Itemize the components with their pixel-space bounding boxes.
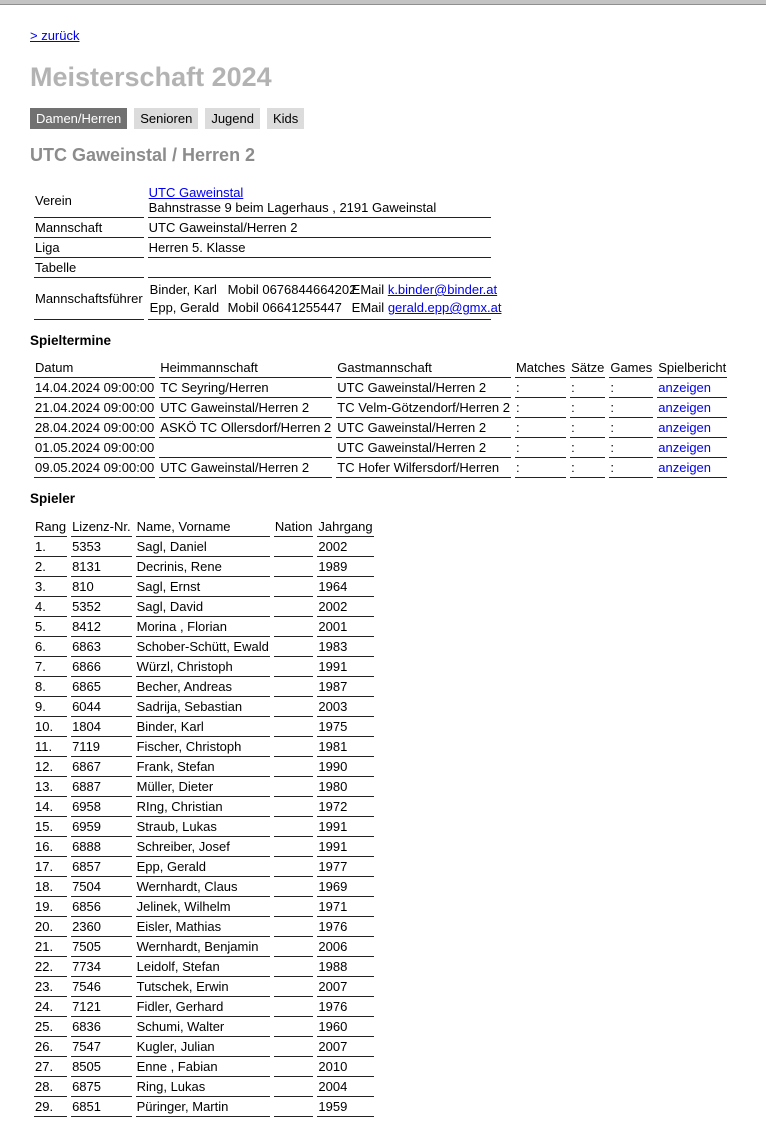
captain-row: [149, 299, 490, 316]
col-spielbericht: Spielbericht: [657, 358, 727, 378]
player-rank: 3.: [34, 577, 67, 597]
player-year: 1959: [317, 1097, 373, 1117]
player-nation: [274, 797, 314, 817]
tabs: [30, 108, 746, 129]
player-license: 6887: [71, 777, 132, 797]
player-name: Eisler, Mathias: [136, 917, 270, 937]
col-name-vorname: Name, Vorname: [136, 517, 270, 537]
col-saetze: Sätze: [570, 358, 605, 378]
player-nation: [274, 977, 314, 997]
tab-kids[interactable]: Kids: [267, 108, 304, 129]
col-rang: Rang: [34, 517, 67, 537]
player-nation: [274, 757, 314, 777]
player-rank: 27.: [34, 1057, 67, 1077]
info-row-mannschaftsfuehrer: [34, 278, 491, 320]
verein-address: Bahnstrasse 9 beim Lagerhaus , 2191 Gaweinstal: [148, 200, 437, 215]
player-nation: [274, 777, 314, 797]
player-nation: [274, 1017, 314, 1037]
player-nation: [274, 897, 314, 917]
liga-label: Liga: [34, 238, 144, 258]
player-license: 6044: [71, 697, 132, 717]
spielbericht-link[interactable]: anzeigen: [658, 440, 712, 455]
player-name: Sagl, Ernst: [136, 577, 270, 597]
spielbericht-cell: [657, 418, 727, 438]
player-nation: [274, 617, 314, 637]
games-score: :: [609, 378, 653, 398]
player-row: [34, 917, 374, 937]
player-license: 7119: [71, 737, 132, 757]
match-date: 09.05.2024 09:00:00: [34, 458, 155, 478]
player-row: [34, 577, 374, 597]
spielbericht-link[interactable]: anzeigen: [658, 420, 712, 435]
mannschaftsfuehrer-value: [148, 278, 502, 320]
guest-team: TC Hofer Wilfersdorf/Herren: [336, 458, 511, 478]
player-license: 6836: [71, 1017, 132, 1037]
player-year: 1991: [317, 657, 373, 677]
player-row: [34, 977, 374, 997]
player-row: [34, 1057, 374, 1077]
player-year: 1987: [317, 677, 373, 697]
guest-team: TC Velm-Götzendorf/Herren 2: [336, 398, 511, 418]
games-score: :: [609, 398, 653, 418]
spielbericht-cell: [657, 398, 727, 418]
player-name: Schober-Schütt, Ewald: [136, 637, 270, 657]
saetze-score: :: [570, 458, 605, 478]
player-nation: [274, 697, 314, 717]
match-date: 14.04.2024 09:00:00: [34, 378, 155, 398]
home-team: UTC Gaweinstal/Herren 2: [159, 458, 332, 478]
player-rank: 22.: [34, 957, 67, 977]
player-license: 6867: [71, 757, 132, 777]
player-row: [34, 1097, 374, 1117]
games-score: :: [609, 438, 653, 458]
player-year: 1969: [317, 877, 373, 897]
player-rank: 17.: [34, 857, 67, 877]
player-license: 6857: [71, 857, 132, 877]
matches-score: :: [515, 458, 566, 478]
player-name: Sagl, Daniel: [136, 537, 270, 557]
player-year: 2004: [317, 1077, 373, 1097]
player-nation: [274, 557, 314, 577]
tab-damen-herren[interactable]: Damen/Herren: [30, 108, 127, 129]
col-games: Games: [609, 358, 653, 378]
player-name: Sagl, David: [136, 597, 270, 617]
home-team: UTC Gaweinstal/Herren 2: [159, 398, 332, 418]
player-rank: 16.: [34, 837, 67, 857]
player-name: Kugler, Julian: [136, 1037, 270, 1057]
player-rank: 21.: [34, 937, 67, 957]
player-year: 2010: [317, 1057, 373, 1077]
player-row: [34, 797, 374, 817]
col-gastmannschaft: Gastmannschaft: [336, 358, 511, 378]
player-name: Decrinis, Rene: [136, 557, 270, 577]
player-name: Tutschek, Erwin: [136, 977, 270, 997]
info-row-liga: [34, 238, 491, 258]
schedule-body: [34, 378, 727, 478]
captain-row: [149, 281, 490, 298]
captain-email-cell: [351, 281, 498, 298]
verein-link[interactable]: UTC Gaweinstal: [148, 185, 244, 200]
player-license: 5352: [71, 597, 132, 617]
player-nation: [274, 1037, 314, 1057]
player-name: Fidler, Gerhard: [136, 997, 270, 1017]
player-license: 1804: [71, 717, 132, 737]
player-name: Wernhardt, Claus: [136, 877, 270, 897]
email-label: EMail: [351, 282, 385, 297]
player-row: [34, 1077, 374, 1097]
mannschaft-value: UTC Gaweinstal/Herren 2: [148, 218, 491, 238]
player-name: Müller, Dieter: [136, 777, 270, 797]
player-nation: [274, 877, 314, 897]
player-nation: [274, 577, 314, 597]
col-heimmannschaft: Heimmannschaft: [159, 358, 332, 378]
player-year: 1991: [317, 837, 373, 857]
player-row: [34, 637, 374, 657]
player-name: Straub, Lukas: [136, 817, 270, 837]
player-license: 6865: [71, 677, 132, 697]
player-year: 2007: [317, 977, 373, 997]
matches-score: :: [515, 438, 566, 458]
player-rank: 24.: [34, 997, 67, 1017]
tabelle-label: Tabelle: [34, 258, 144, 278]
captain-email-link[interactable]: gerald.epp@gmx.at: [387, 300, 502, 315]
player-rank: 15.: [34, 817, 67, 837]
player-year: 2007: [317, 1037, 373, 1057]
player-name: Sadrija, Sebastian: [136, 697, 270, 717]
matches-score: :: [515, 398, 566, 418]
col-nation: Nation: [274, 517, 314, 537]
captain-mobile: Mobil 0676844664202: [227, 282, 357, 297]
col-lizenz-nr: Lizenz-Nr.: [71, 517, 132, 537]
player-nation: [274, 917, 314, 937]
player-year: 1988: [317, 957, 373, 977]
player-license: 5353: [71, 537, 132, 557]
player-name: RIng, Christian: [136, 797, 270, 817]
player-rank: 20.: [34, 917, 67, 937]
mannschaftsfuehrer-label: Mannschaftsführer: [34, 278, 144, 320]
player-license: 810: [71, 577, 132, 597]
players-table: [30, 517, 378, 1117]
player-row: [34, 957, 374, 977]
schedule-row: [34, 398, 727, 418]
player-nation: [274, 677, 314, 697]
player-rank: 2.: [34, 557, 67, 577]
player-license: 6863: [71, 637, 132, 657]
player-name: Wernhardt, Benjamin: [136, 937, 270, 957]
player-year: 1977: [317, 857, 373, 877]
captain-name: Binder, Karl: [149, 282, 217, 297]
player-name: Leidolf, Stefan: [136, 957, 270, 977]
guest-team: UTC Gaweinstal/Herren 2: [336, 438, 511, 458]
games-score: :: [609, 458, 653, 478]
player-license: 7505: [71, 937, 132, 957]
player-row: [34, 777, 374, 797]
player-year: 1983: [317, 637, 373, 657]
schedule-row: [34, 438, 727, 458]
player-row: [34, 657, 374, 677]
player-license: 7734: [71, 957, 132, 977]
player-nation: [274, 817, 314, 837]
player-name: Binder, Karl: [136, 717, 270, 737]
page-title: Meisterschaft 2024: [30, 62, 272, 92]
player-rank: 11.: [34, 737, 67, 757]
player-year: 2002: [317, 537, 373, 557]
player-row: [34, 1037, 374, 1057]
player-name: Becher, Andreas: [136, 677, 270, 697]
home-team: ASKÖ TC Ollersdorf/Herren 2: [159, 418, 332, 438]
email-label: EMail: [351, 300, 385, 315]
player-rank: 14.: [34, 797, 67, 817]
col-matches: Matches: [515, 358, 566, 378]
player-year: 2006: [317, 937, 373, 957]
player-nation: [274, 997, 314, 1017]
player-license: 6875: [71, 1077, 132, 1097]
player-name: Ring, Lukas: [136, 1077, 270, 1097]
player-year: 1990: [317, 757, 373, 777]
captain-mobile: Mobil 06641255447: [227, 300, 342, 315]
team-title: UTC Gaweinstal / Herren 2: [30, 145, 256, 165]
matches-score: :: [515, 378, 566, 398]
back-link[interactable]: > zurück: [30, 28, 80, 43]
player-rank: 13.: [34, 777, 67, 797]
saetze-score: :: [570, 438, 605, 458]
player-nation: [274, 637, 314, 657]
spielbericht-link[interactable]: anzeigen: [658, 380, 712, 395]
player-year: 1991: [317, 817, 373, 837]
player-license: 6959: [71, 817, 132, 837]
player-row: [34, 537, 374, 557]
player-rank: 19.: [34, 897, 67, 917]
saetze-score: :: [570, 398, 605, 418]
player-rank: 8.: [34, 677, 67, 697]
player-year: 1989: [317, 557, 373, 577]
player-row: [34, 597, 374, 617]
guest-team: UTC Gaweinstal/Herren 2: [336, 378, 511, 398]
guest-team: UTC Gaweinstal/Herren 2: [336, 418, 511, 438]
player-row: [34, 557, 374, 577]
tab-senioren[interactable]: Senioren: [134, 108, 198, 129]
player-year: 2002: [317, 597, 373, 617]
player-nation: [274, 537, 314, 557]
tab-jugend[interactable]: Jugend: [205, 108, 260, 129]
player-license: 6851: [71, 1097, 132, 1117]
player-name: Schreiber, Josef: [136, 837, 270, 857]
players-header-row: [34, 517, 374, 537]
schedule-heading: Spieltermine: [30, 333, 112, 348]
player-row: [34, 837, 374, 857]
player-name: Enne , Fabian: [136, 1057, 270, 1077]
player-license: 6856: [71, 897, 132, 917]
player-nation: [274, 837, 314, 857]
schedule-header-row: [34, 358, 727, 378]
captain-name: Epp, Gerald: [149, 300, 220, 315]
games-score: :: [609, 418, 653, 438]
player-nation: [274, 1097, 314, 1117]
spielbericht-cell: [657, 458, 727, 478]
captains-table: [149, 280, 502, 317]
player-nation: [274, 597, 314, 617]
player-year: 1960: [317, 1017, 373, 1037]
player-rank: 1.: [34, 537, 67, 557]
spielbericht-cell: [657, 378, 727, 398]
player-license: 6888: [71, 837, 132, 857]
player-rank: 12.: [34, 757, 67, 777]
player-year: 1981: [317, 737, 373, 757]
player-name: Püringer, Martin: [136, 1097, 270, 1117]
home-team: [159, 438, 332, 458]
player-year: 1975: [317, 717, 373, 737]
spielbericht-link[interactable]: anzeigen: [658, 400, 712, 415]
player-license: 7547: [71, 1037, 132, 1057]
player-license: 7546: [71, 977, 132, 997]
player-rank: 18.: [34, 877, 67, 897]
player-year: 1976: [317, 917, 373, 937]
player-row: [34, 937, 374, 957]
spielbericht-cell: [657, 438, 727, 458]
player-rank: 25.: [34, 1017, 67, 1037]
saetze-score: :: [570, 418, 605, 438]
home-team: TC Seyring/Herren: [159, 378, 332, 398]
players-heading: Spieler: [30, 491, 76, 506]
player-rank: 10.: [34, 717, 67, 737]
player-nation: [274, 1057, 314, 1077]
player-rank: 4.: [34, 597, 67, 617]
player-license: 8505: [71, 1057, 132, 1077]
player-row: [34, 897, 374, 917]
schedule-row: [34, 458, 727, 478]
player-row: [34, 857, 374, 877]
player-name: Morina , Florian: [136, 617, 270, 637]
player-license: 2360: [71, 917, 132, 937]
player-nation: [274, 857, 314, 877]
info-row-verein: [34, 183, 491, 218]
player-row: [34, 697, 374, 717]
player-year: 1980: [317, 777, 373, 797]
schedule-row: [34, 418, 727, 438]
player-rank: 7.: [34, 657, 67, 677]
player-rank: 5.: [34, 617, 67, 637]
player-license: 6958: [71, 797, 132, 817]
schedule-row: [34, 378, 727, 398]
player-name: Schumi, Walter: [136, 1017, 270, 1037]
players-body: [34, 537, 374, 1117]
team-info-table: [30, 183, 502, 320]
player-year: 1964: [317, 577, 373, 597]
player-year: 1972: [317, 797, 373, 817]
info-row-mannschaft: [34, 218, 491, 238]
player-name: Fischer, Christoph: [136, 737, 270, 757]
player-rank: 26.: [34, 1037, 67, 1057]
player-license: 6866: [71, 657, 132, 677]
player-year: 2001: [317, 617, 373, 637]
saetze-score: :: [570, 378, 605, 398]
player-license: 7504: [71, 877, 132, 897]
player-name: Frank, Stefan: [136, 757, 270, 777]
col-jahrgang: Jahrgang: [317, 517, 373, 537]
player-row: [34, 877, 374, 897]
player-nation: [274, 957, 314, 977]
mannschaft-label: Mannschaft: [34, 218, 144, 238]
player-nation: [274, 1077, 314, 1097]
player-license: 8412: [71, 617, 132, 637]
player-nation: [274, 657, 314, 677]
captain-email-link[interactable]: k.binder@binder.at: [387, 282, 498, 297]
verein-value: [148, 183, 491, 218]
player-name: Epp, Gerald: [136, 857, 270, 877]
player-rank: 9.: [34, 697, 67, 717]
player-rank: 29.: [34, 1097, 67, 1117]
player-nation: [274, 717, 314, 737]
match-date: 01.05.2024 09:00:00: [34, 438, 155, 458]
player-name: Würzl, Christoph: [136, 657, 270, 677]
liga-value: Herren 5. Klasse: [148, 238, 491, 258]
player-year: 1976: [317, 997, 373, 1017]
player-license: 8131: [71, 557, 132, 577]
player-rank: 28.: [34, 1077, 67, 1097]
player-nation: [274, 737, 314, 757]
player-license: 7121: [71, 997, 132, 1017]
verein-label: Verein: [34, 183, 144, 218]
player-rank: 23.: [34, 977, 67, 997]
col-datum: Datum: [34, 358, 155, 378]
player-year: 2003: [317, 697, 373, 717]
player-name: Jelinek, Wilhelm: [136, 897, 270, 917]
page-content: [0, 5, 766, 1137]
tabelle-value: [148, 258, 491, 278]
player-row: [34, 717, 374, 737]
player-year: 1971: [317, 897, 373, 917]
info-row-tabelle: [34, 258, 491, 278]
player-row: [34, 817, 374, 837]
player-row: [34, 617, 374, 637]
match-date: 28.04.2024 09:00:00: [34, 418, 155, 438]
player-row: [34, 737, 374, 757]
schedule-table: [30, 358, 731, 478]
player-nation: [274, 937, 314, 957]
player-row: [34, 677, 374, 697]
match-date: 21.04.2024 09:00:00: [34, 398, 155, 418]
player-row: [34, 997, 374, 1017]
player-row: [34, 757, 374, 777]
spielbericht-link[interactable]: anzeigen: [658, 460, 712, 475]
player-rank: 6.: [34, 637, 67, 657]
matches-score: :: [515, 418, 566, 438]
captain-email-cell: [351, 299, 502, 316]
player-row: [34, 1017, 374, 1037]
